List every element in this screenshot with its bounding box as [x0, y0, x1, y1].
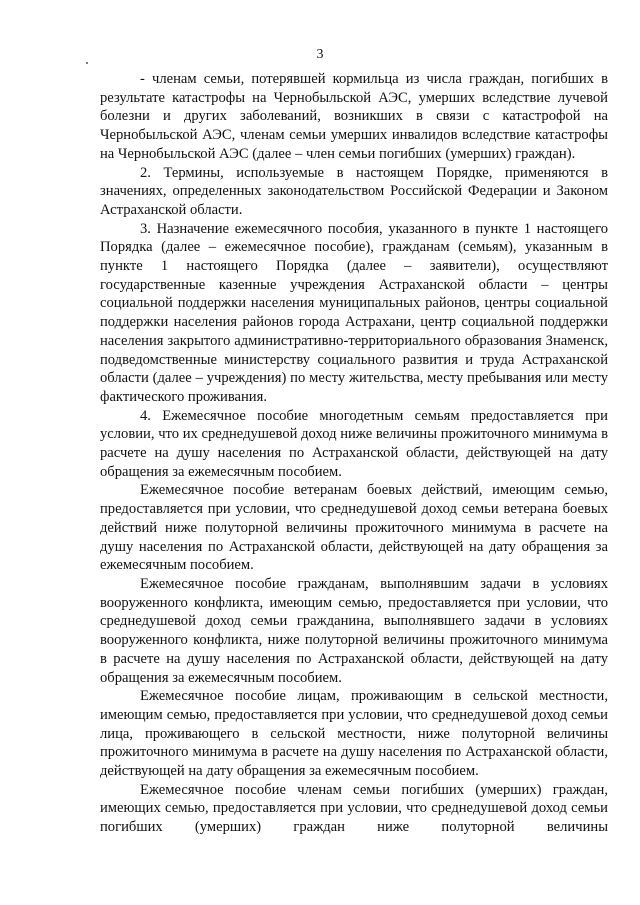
paragraph-family-of-deceased-chernobyl: - членам семьи, потерявшей кормильца из числа граждан, погибших в результате катастрофы на Чернобыльской АЭС, умерших вследствие лучевой болезни и других заболеваний, возникших в связи с катастрофой на Чернобыльской АЭС, членам семьи умерших инвалидов вследствие катастрофы на Чернобыльской АЭС (далее – член семьи погибших (умерших) граждан). [100, 71, 608, 162]
paragraph-combat-veterans-condition: Ежемесячное пособие ветеранам боевых действий, имеющим семью, предоставляется при условии, что среднедушевой доход семьи ветерана боевых действий ниже полуторной величины прожиточного минимума в расчете на душу населения по Астраханской области, действующей на дату обращения за ежемесячным пособием. [100, 482, 608, 574]
scan-mark [86, 62, 88, 64]
paragraph-large-families-condition: 4. Ежемесячное пособие многодетным семьям предоставляется при условии, что их среднедушевой доход ниже величины прожиточного минимума в расчете на душу населения по Астраханской области, действующей на дату обращения за ежемесячным пособием. [100, 407, 608, 480]
paragraph-family-of-deceased-condition: Ежемесячное пособие членам семьи погибших (умерших) граждан, имеющих семью, предоставляется при условии, что среднедушевой доход семьи погибших (умерших) граждан ниже полуторной величины [100, 781, 608, 836]
paragraph-terms: 2. Термины, используемые в настоящем Порядке, применяются в значениях, определенных законодательством Российской Федерации и Законом Астраханской области. [100, 164, 608, 218]
paragraph-rural-residents-condition: Ежемесячное пособие лицам, проживающим в сельской местности, имеющим семью, предоставляется при условии, что среднедушевой доход семьи лица, проживающего в сельской местности, ниже полуторной величины прожиточного минимума в расчете на душу населения по Астраханской области, действующей на дату обращения за ежемесячным пособием. [100, 688, 608, 780]
page-number: 3 [316, 47, 324, 62]
document-body [100, 70, 608, 837]
paragraph-assignment-institutions: 3. Назначение ежемесячного пособия, указанного в пункте 1 настоящего Порядка (далее – ежемесячное пособие), гражданам (семьям), указанным в пункте 1 настоящего Порядка (далее – заявители), осуществляют государственные казенные учреждения Астраханской области – центры социальной поддержки населения муниципальных районов, центры социальной поддержки населения районов города Астрахани, центр социальной поддержки населения закрытого административно-территориального образования Знаменск, подведомственные министерству социального развития и труда Астраханской области (далее – учреждения) по месту жительства, месту пребывания или месту фактического проживания. [100, 220, 608, 405]
paragraph-armed-conflict-condition: Ежемесячное пособие гражданам, выполнявшим задачи в условиях вооруженного конфликта, имеющим семью, предоставляется при условии, что среднедушевой доход семьи гражданина, выполнявшего задачи в условиях вооруженного конфликта, ниже полуторной величины прожиточного минимума в расчете на душу населения по Астраханской области, действующей на дату обращения за ежемесячным пособием. [100, 575, 608, 686]
